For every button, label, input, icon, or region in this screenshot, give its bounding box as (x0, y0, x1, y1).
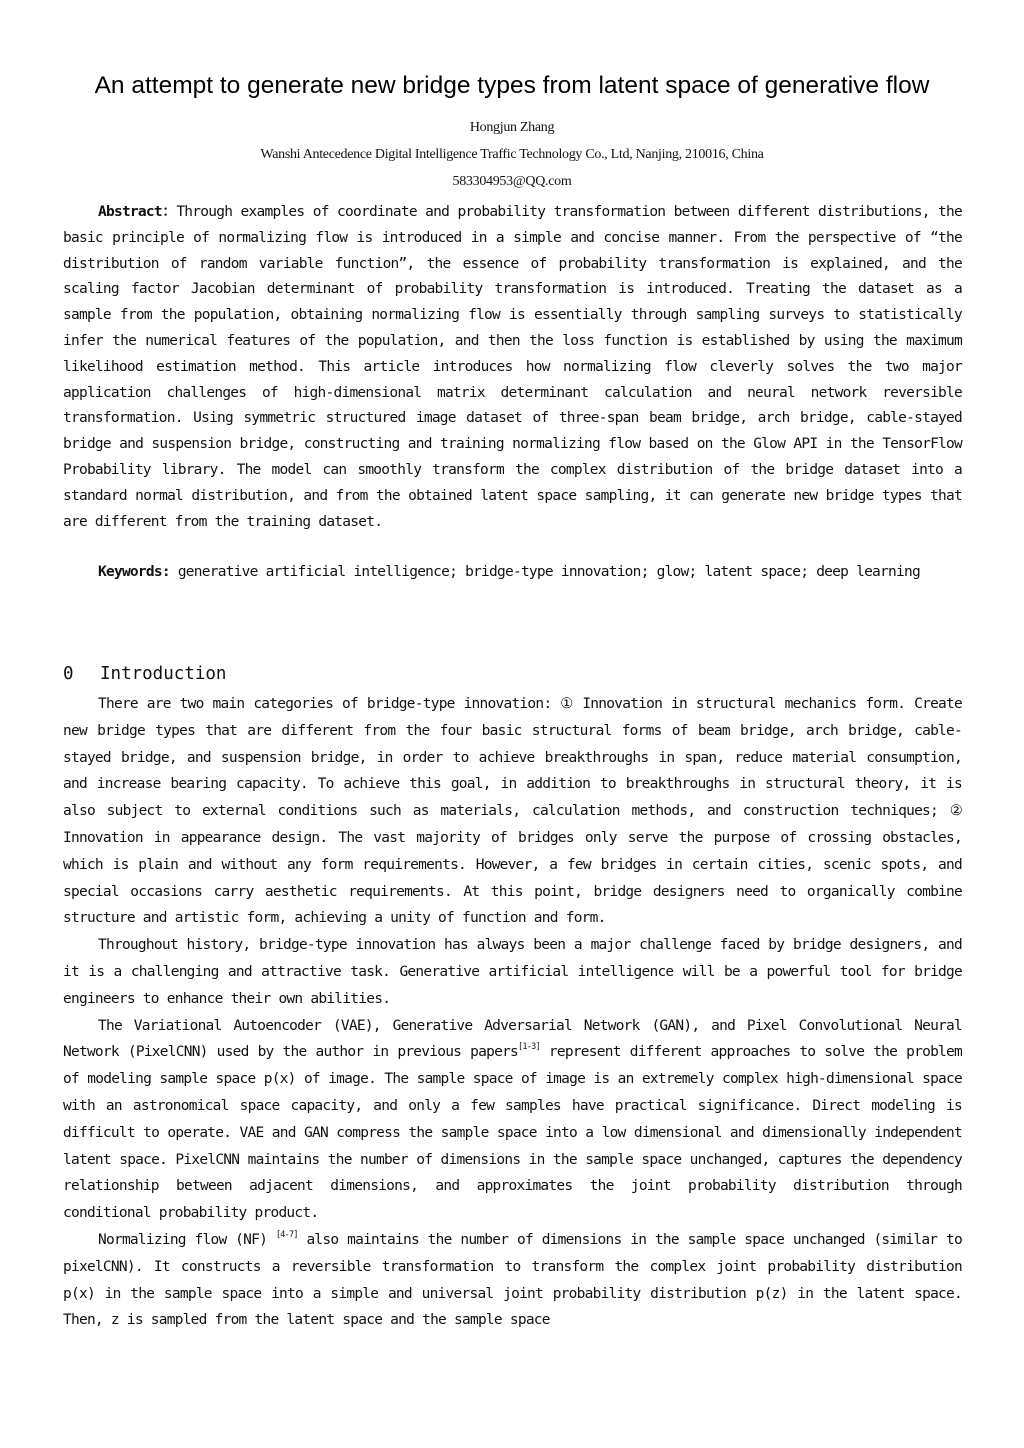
section-body (63, 691, 962, 1334)
keywords-text: generative artificial intelligence; bridge-type innovation; glow; latent space; deep learning (177, 564, 920, 580)
keywords-label: Keywords: (98, 564, 170, 580)
citation-ref: [1-3] (518, 1042, 540, 1053)
paragraph (63, 1227, 962, 1334)
section-number: 0 (63, 664, 74, 684)
keywords (63, 560, 962, 586)
author-email: 583304953@QQ.com (452, 174, 572, 189)
author-name: Hongjun Zhang (469, 120, 555, 135)
section-title: Introduction (100, 664, 227, 684)
paragraph: Throughout history, bridge-type innovation has always been a major challenge faced by bridge designers, and it is a challenging and attractive task. Generative artificial intelligence will be a powerful tool for bridge engineers to enhance their own abilities. (63, 937, 962, 1007)
paragraph: There are two main categories of bridge-type innovation: ① Innovation in structural mechanics form. Create new bridge types that are different from the four basic structural forms of beam bridge, arch bridge, cable-stayed bridge, and suspension bridge, in order to achieve breakthroughs in span, reduce material consumption, and increase bearing capacity. To achieve this goal, in addition to breakthroughs in structural theory, it is also subject to external conditions such as materials, calculation methods, and construction techniques; ② Innovation in appearance design. The vast majority of bridges only serve the purpose of crossing obstacles, which is plain and without any form requirements. However, a few bridges in certain cities, scenic spots, and special occasions carry aesthetic requirements. At this point, bridge designers need to organically combine structure and artistic form, achieving a unity of function and form. (63, 696, 962, 927)
citation-ref: [4-7] (275, 1229, 298, 1240)
abstract-text: Through examples of coordinate and probability transformation between different distributions, the basic principle of normalizing flow is introduced in a simple and concise manner. From the perspective of “the distribution of random variable function”, the essence of probability transformation is explained, and the scaling factor Jacobian determinant of probability transformation is introduced. Treating the dataset as a sample from the population, obtaining normalizing flow is essentially through sampling surveys to statistically infer the numerical features of the population, and then the loss function is established by using the maximum likelihood estimation method. This article introduces how normalizing flow cleverly solves the two major application challenges of high-dimensional matrix determinant calculation and neural network reversible transformation. Using symmetric structured image dataset of three-span beam bridge, arch bridge, cable-stayed bridge and suspension bridge, constructing and training normalizing flow based on the Glow API in the TensorFlow Probability library. The model can smoothly transform the complex distribution of the bridge dataset into a standard normal distribution, and from the obtained latent space sampling, it can generate new bridge types that are different from the training dataset. (63, 204, 963, 530)
paper-title: An attempt to generate new bridge types from latent space of generative flow (94, 72, 930, 99)
paragraph (63, 1013, 962, 1227)
paragraph-text: Normalizing flow (NF) (98, 1231, 268, 1248)
section-heading (63, 664, 962, 684)
paragraph-text: also maintains the number of dimensions in the sample space unchanged (similar to pixelCNN). It constructs a reversible transformation to transform the complex joint probability distribution p(x) in the sample space into a simple and universal joint probability distribution p(z) in the latent space. Then, z is sampled from the latent space and the sample space (63, 1231, 962, 1329)
abstract-label: Abstract： (98, 204, 177, 220)
author-affiliation: Wanshi Antecedence Digital Intelligence Traffic Technology Co., Ltd, Nanjing, 210016, China (260, 147, 764, 162)
paragraph-text: The Variational Autoencoder (VAE), Generative Adversarial Network (GAN), and Pixel Convolutional Neural Network (PixelCNN) used by the author in previous papers (63, 1017, 962, 1061)
abstract (63, 200, 962, 535)
paragraph-text: represent different approaches to solve the problem of modeling sample space p(x) of image. The sample space of image is an extremely complex high-dimensional space with an astronomical space capacity, and only a few samples have practical significance. Direct modeling is difficult to operate. VAE and GAN compress the sample space into a low dimensional and dimensionally independent latent space. PixelCNN maintains the number of dimensions in the sample space unchanged, captures the dependency relationship between adjacent dimensions, and approximates the joint probability distribution through conditional probability product. (63, 1044, 962, 1222)
